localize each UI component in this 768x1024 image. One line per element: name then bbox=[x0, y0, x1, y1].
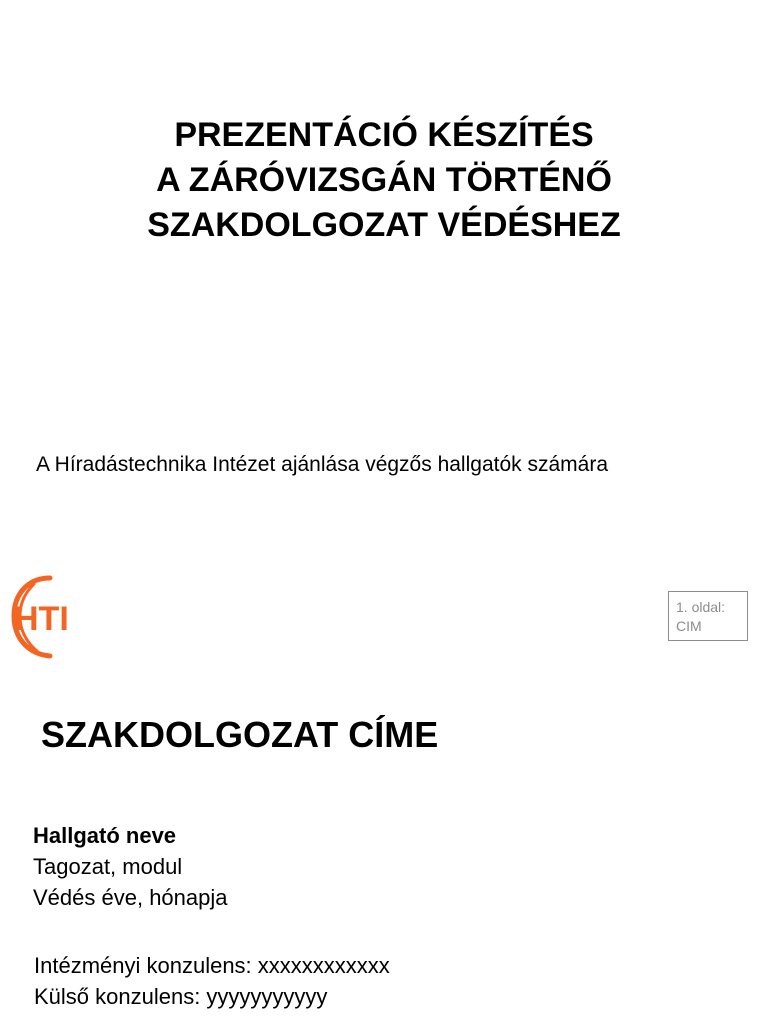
logo-text: HTI bbox=[14, 600, 69, 638]
title-line-3: SZAKDOLGOZAT VÉDÉSHEZ bbox=[147, 206, 621, 244]
page-note-box bbox=[668, 591, 748, 641]
hti-logo bbox=[6, 572, 86, 662]
defense-date: Védés éve, hónapja bbox=[33, 885, 228, 910]
program-module: Tagozat, modul bbox=[33, 854, 183, 879]
title-line-1: PREZENTÁCIÓ KÉSZÍTÉS bbox=[174, 116, 594, 154]
page-note-line-2: CIM bbox=[676, 618, 702, 634]
title-line-2: A ZÁRÓVIZSGÁN TÖRTÉNŐ bbox=[156, 161, 612, 199]
student-name: Hallgató neve bbox=[33, 823, 177, 848]
subtitle: A Híradástechnika Intézet ajánlása végzős hallgatók számára bbox=[36, 453, 608, 476]
consultants bbox=[34, 950, 390, 1012]
hti-logo-icon bbox=[6, 572, 86, 662]
page-note-line-1: 1. oldal: bbox=[676, 599, 726, 615]
thesis-title: SZAKDOLGOZAT CÍME bbox=[41, 714, 439, 755]
external-consultant: Külső konzulens: yyyyyyyyyyy bbox=[34, 984, 328, 1009]
internal-consultant: Intézményi konzulens: xxxxxxxxxxxx bbox=[34, 953, 390, 978]
page-title bbox=[0, 113, 768, 248]
student-info bbox=[33, 820, 228, 913]
